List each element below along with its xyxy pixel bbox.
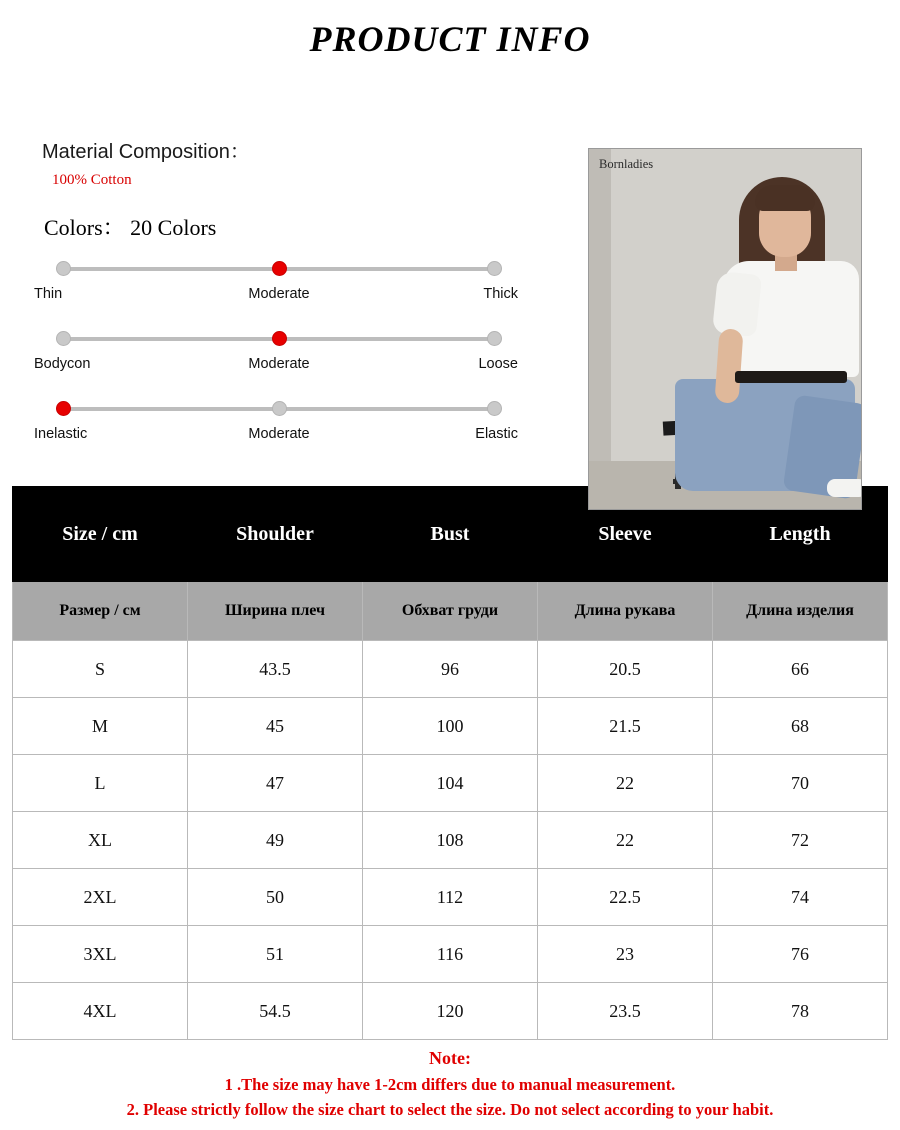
slider-fit-label-mid: Moderate <box>248 356 310 372</box>
slider-fit-labels <box>34 356 524 378</box>
cell-sleeve: 23.5 <box>538 983 713 1040</box>
cell-bust: 100 <box>363 698 538 755</box>
cell-bust: 116 <box>363 926 538 983</box>
cell-sleeve: 20.5 <box>538 641 713 698</box>
material-composition-label: Material Composition： <box>42 141 250 163</box>
table-row <box>13 983 888 1040</box>
header-sleeve: Sleeve <box>538 487 713 582</box>
header-ru-sleeve: Длина рукава <box>538 582 713 641</box>
slider-elasticity-knob-moderate[interactable] <box>272 401 287 416</box>
slider-elasticity-labels <box>34 426 524 448</box>
cell-length: 68 <box>713 698 888 755</box>
cell-size: L <box>13 755 188 812</box>
cell-sleeve: 22 <box>538 755 713 812</box>
specs-column <box>12 135 552 470</box>
cell-shoulder: 50 <box>188 869 363 926</box>
table-row <box>13 641 888 698</box>
slider-fit-label-left: Bodycon <box>34 356 91 372</box>
page-title: PRODUCT INFO <box>309 19 591 59</box>
product-info-top <box>0 60 900 480</box>
cell-length: 78 <box>713 983 888 1040</box>
slider-elasticity-knob-elastic[interactable] <box>487 401 502 416</box>
cell-length: 74 <box>713 869 888 926</box>
size-chart-table <box>12 486 888 1040</box>
slider-thickness-label-left: Thin <box>34 286 63 302</box>
slider-fit-knob-moderate[interactable] <box>272 331 287 346</box>
cell-shoulder: 47 <box>188 755 363 812</box>
cell-sleeve: 22 <box>538 812 713 869</box>
note-section <box>0 1048 900 1123</box>
slider-elasticity-track[interactable] <box>34 400 524 418</box>
slider-thickness-knob-moderate[interactable] <box>272 261 287 276</box>
slider-thickness-label-right: Thick <box>483 286 518 302</box>
header-ru-bust: Обхват груди <box>363 582 538 641</box>
table-row <box>13 698 888 755</box>
table-row <box>13 869 888 926</box>
cell-size: M <box>13 698 188 755</box>
cell-shoulder: 54.5 <box>188 983 363 1040</box>
photo-model-arm <box>714 328 743 403</box>
slider-thickness-track[interactable] <box>34 260 524 278</box>
slider-elasticity-label-right: Elastic <box>475 426 518 442</box>
table-header-russian <box>13 582 888 641</box>
slider-elasticity-label-mid: Moderate <box>248 426 310 442</box>
product-photo <box>588 148 862 510</box>
header-length: Length <box>713 487 888 582</box>
cell-sleeve: 23 <box>538 926 713 983</box>
cell-shoulder: 49 <box>188 812 363 869</box>
photo-brand-label: Bornladies <box>599 157 654 171</box>
slider-fit-label-right: Loose <box>478 356 518 372</box>
slider-thickness-label-mid: Moderate <box>248 286 310 302</box>
cell-length: 70 <box>713 755 888 812</box>
header-shoulder: Shoulder <box>188 487 363 582</box>
cell-bust: 108 <box>363 812 538 869</box>
cell-bust: 112 <box>363 869 538 926</box>
slider-fit-track[interactable] <box>34 330 524 348</box>
table-row <box>13 812 888 869</box>
cell-sleeve: 21.5 <box>538 698 713 755</box>
note-line-1: 1 .The size may have 1-2cm differs due to manual measurement. <box>224 1075 676 1094</box>
cell-bust: 104 <box>363 755 538 812</box>
slider-thickness-knob-thin[interactable] <box>56 261 71 276</box>
header-bust: Bust <box>363 487 538 582</box>
cell-length: 72 <box>713 812 888 869</box>
material-composition-value: 100% Cotton <box>52 172 132 188</box>
photo-left-wall <box>589 149 611 461</box>
note-line-2: 2. Please strictly follow the size chart to select the size. Do not select according to your habit. <box>126 1099 774 1119</box>
cell-shoulder: 51 <box>188 926 363 983</box>
header-size: Size / cm <box>13 487 188 582</box>
cell-length: 76 <box>713 926 888 983</box>
slider-fit-knob-loose[interactable] <box>487 331 502 346</box>
slider-thickness[interactable] <box>34 260 524 308</box>
cell-size: S <box>13 641 188 698</box>
cell-size: 2XL <box>13 869 188 926</box>
table-row <box>13 926 888 983</box>
cell-shoulder: 43.5 <box>188 641 363 698</box>
table-row <box>13 755 888 812</box>
cell-size: 4XL <box>13 983 188 1040</box>
slider-elasticity-label-left: Inelastic <box>34 426 88 442</box>
cell-bust: 120 <box>363 983 538 1040</box>
slider-elasticity[interactable] <box>34 400 524 448</box>
cell-shoulder: 45 <box>188 698 363 755</box>
cell-size: XL <box>13 812 188 869</box>
header-ru-length: Длина изделия <box>713 582 888 641</box>
cell-length: 66 <box>713 641 888 698</box>
note-title: Note: <box>429 1048 471 1068</box>
photo-model-fringe <box>755 185 815 211</box>
slider-fit[interactable] <box>34 330 524 378</box>
photo-model-shoe <box>827 479 862 497</box>
cell-size: 3XL <box>13 926 188 983</box>
colors-label: Colors： 20 Colors <box>44 215 217 240</box>
slider-thickness-knob-thick[interactable] <box>487 261 502 276</box>
slider-thickness-labels <box>34 286 524 308</box>
cell-sleeve: 22.5 <box>538 869 713 926</box>
slider-elasticity-knob-inelastic[interactable] <box>56 401 71 416</box>
header-ru-size: Размер / см <box>13 582 188 641</box>
cell-bust: 96 <box>363 641 538 698</box>
photo-model-sleeve <box>712 271 762 337</box>
photo-model-belt <box>735 371 847 383</box>
slider-fit-knob-bodycon[interactable] <box>56 331 71 346</box>
header-ru-shoulder: Ширина плеч <box>188 582 363 641</box>
